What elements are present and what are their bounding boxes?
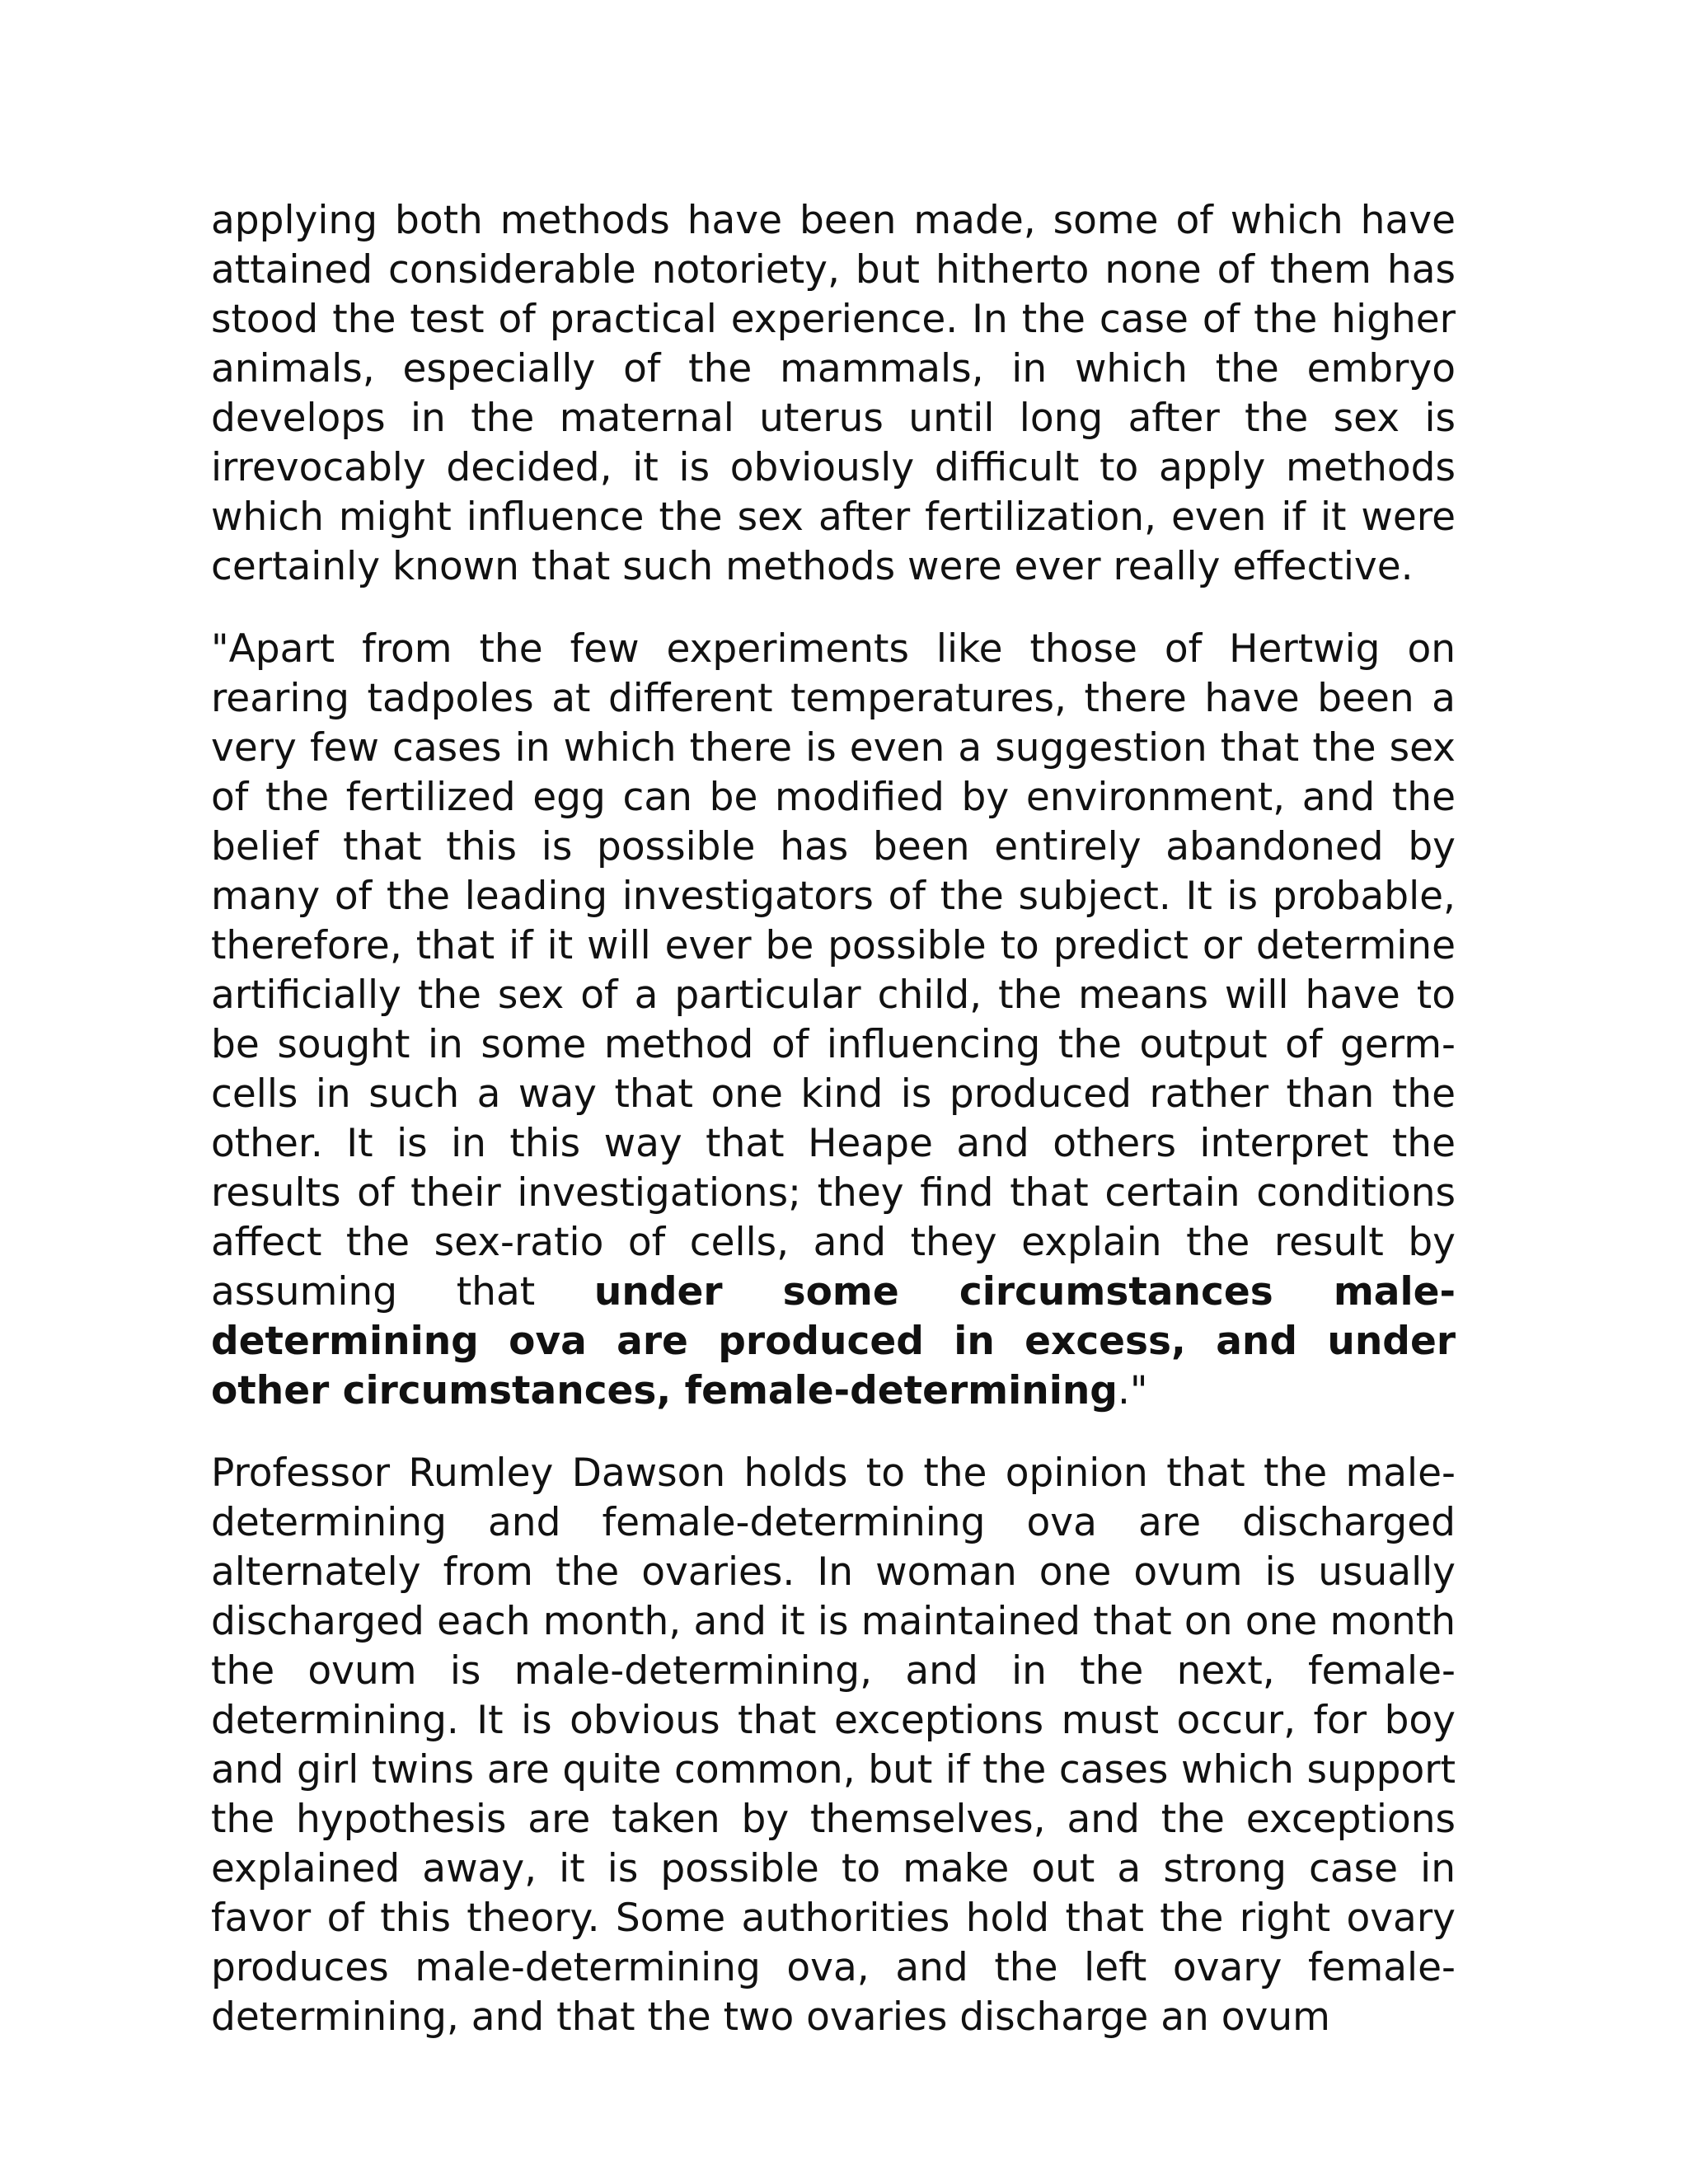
paragraph-3-text: Professor Rumley Dawson holds to the opinion that the male-determining and female-determining ova are discharged alternately from the ovaries. In woman one ovum is usually discharged each month, and it is maintained that on one month the ovum is male-determining, and in the next, female-determining. It is obvious that exceptions must occur, for boy and girl twins are quite common, but if the cases which support the hypothesis are taken by themselves, and the exceptions explained away, it is possible to make out a strong case in favor of this theory. Some authorities hold that the right ovary produces male-determining ova, and the left ovary female-determining, and that the two ovaries discharge an ovum <box>211 1451 1456 2040</box>
paragraph-1-text: applying both methods have been made, some of which have attained considerable notoriety, but hitherto none of them has stood the test of practical experience. In the case of the higher animals, especially of the mammals, in which the embryo develops in the maternal uterus until long after the sex is irrevocably decided, it is obviously difficult to apply methods which might influence the sex after fertilization, even if it were certainly known that such methods were ever really effective. <box>211 198 1456 589</box>
paragraph-1 <box>211 196 1456 592</box>
body-text <box>211 196 1456 2042</box>
paragraph-2-closing: ." <box>1117 1368 1148 1413</box>
paragraph-2-bold-text: under some circumstances male-determining ova are produced in excess, and under other circumstances, female-determining <box>211 1269 1456 1413</box>
paragraph-2-text: "Apart from the few experiments like those of Hertwig on rearing tadpoles at different temperatures, there have been a very few cases in which there is even a suggestion that the sex of the fertilized egg can be modified by environment, and the belief that this is possible has been entirely abandoned by many of the leading investigators of the subject. It is probable, therefore, that if it will ever be possible to predict or determine artificially the sex of a particular child, the means will have to be sought in some method of influencing the output of germ-cells in such a way that one kind is produced rather than the other. It is in this way that Heape and others interpret the results of their investigations; they find that certain conditions affect the sex-ratio of cells, and they explain the result by assuming that <box>211 626 1456 1315</box>
paragraph-3 <box>211 1449 1456 2042</box>
paragraph-2 <box>211 625 1456 1416</box>
